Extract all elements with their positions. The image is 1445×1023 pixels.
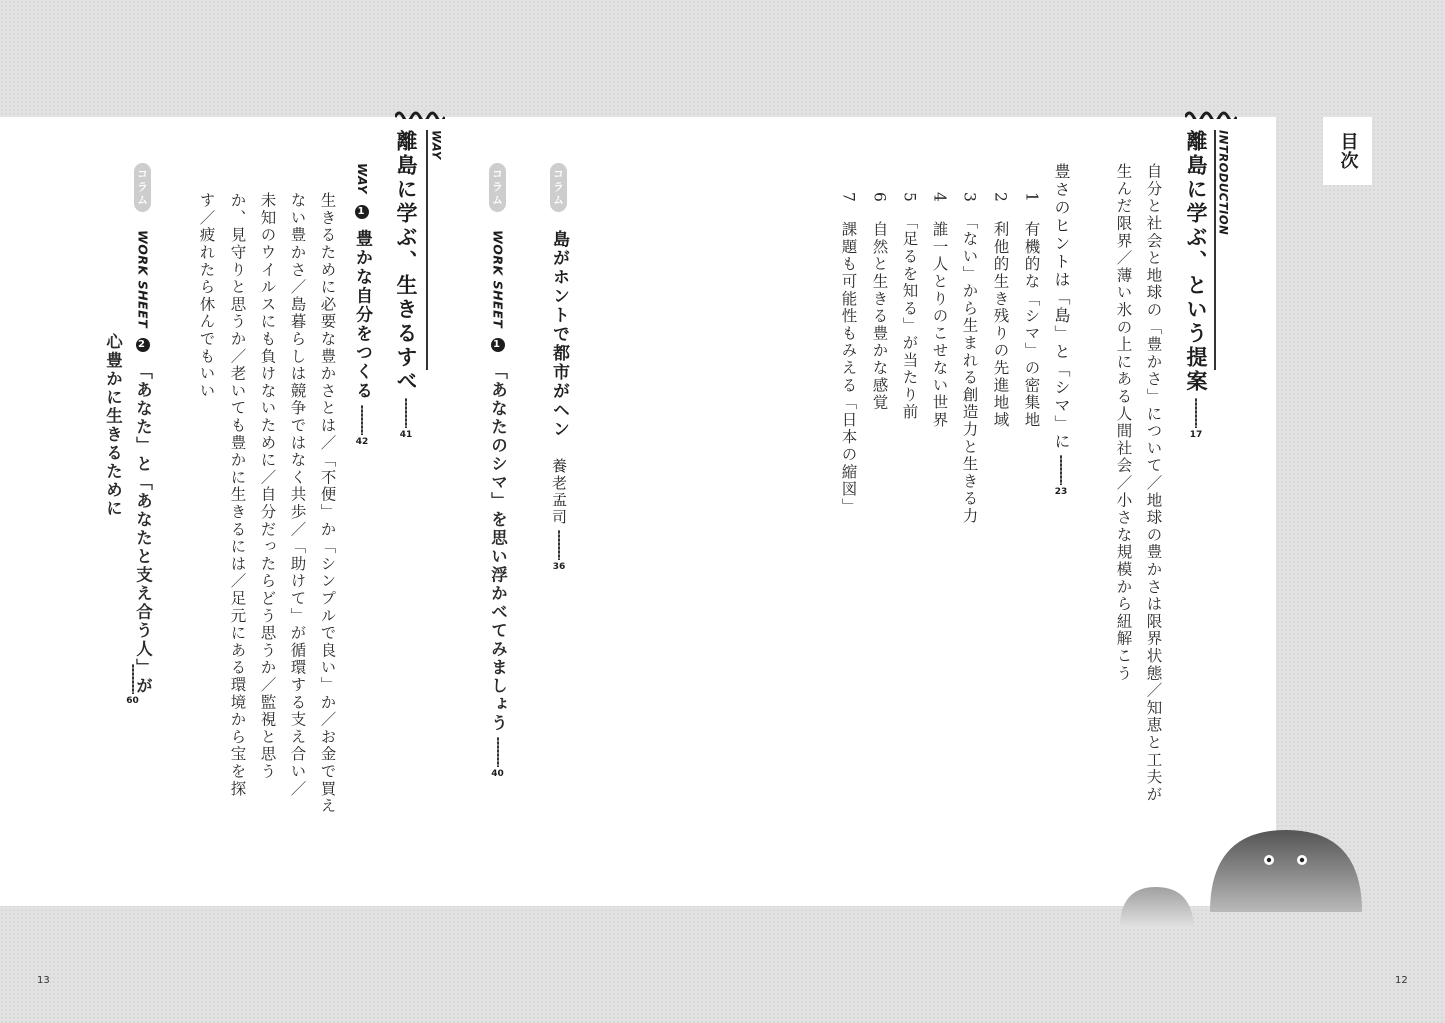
leader-dots bbox=[1195, 398, 1197, 428]
item-text: 「ない」から生まれる創造力と生きる力 bbox=[960, 220, 979, 525]
item-text: 課題も可能性もみえる「日本の縮図」 bbox=[839, 220, 858, 516]
intro-item-5 bbox=[901, 192, 917, 421]
worksheet1-entry bbox=[488, 163, 506, 218]
way-rule bbox=[426, 130, 428, 370]
column1-title bbox=[550, 230, 567, 572]
wave-ornament-right bbox=[1185, 109, 1237, 119]
intro-item-7 bbox=[840, 192, 856, 515]
hint-page: 23 bbox=[1054, 487, 1068, 497]
worksheet2-page-marker bbox=[124, 660, 140, 706]
way1-number-badge: 1 bbox=[355, 205, 369, 219]
worksheet1-title bbox=[489, 230, 506, 779]
worksheet2-title-line-1 bbox=[134, 230, 151, 696]
worksheet2-title-line-2 bbox=[104, 333, 121, 518]
way-line-3: 未知のウイルスにも負けないために／自分だったらどう思うか／監視と思う bbox=[258, 192, 277, 781]
way-line-5: す／疲れたら休んでもいい bbox=[197, 192, 216, 400]
worksheet2-number-badge: 2 bbox=[136, 338, 150, 352]
worksheet2-page: 60 bbox=[126, 696, 139, 706]
way-page: 41 bbox=[399, 430, 413, 440]
item-text: 自然と生きる豊かな感覚 bbox=[870, 220, 889, 412]
item-text: 「足るを知る」が当たり前 bbox=[900, 220, 919, 421]
worksheet1-number-badge: 1 bbox=[491, 338, 505, 352]
column1-entry bbox=[549, 163, 567, 218]
item-number: 7 bbox=[839, 192, 858, 204]
worksheet2-entry bbox=[133, 163, 151, 218]
toc-label: 目次 bbox=[1337, 132, 1359, 170]
worksheet1-label: コラム bbox=[489, 163, 506, 212]
item-text: 有機的な「シマ」の密集地 bbox=[1022, 220, 1041, 429]
toc-badge bbox=[1323, 117, 1372, 185]
item-number: 6 bbox=[870, 192, 889, 204]
leader-dots bbox=[558, 530, 560, 560]
worksheet2-label: コラム bbox=[134, 163, 151, 212]
intro-rule bbox=[1214, 130, 1216, 370]
worksheet1-eng: WORK SHEET bbox=[490, 230, 506, 329]
hint-title-text: 豊さのヒントは「島」と「シマ」に bbox=[1052, 163, 1071, 451]
wave-ornament-left bbox=[395, 109, 445, 119]
intro-page: 17 bbox=[1189, 430, 1203, 440]
intro-item-4 bbox=[931, 192, 947, 429]
worksheet2-line2-text: 心豊かに生きるために bbox=[103, 333, 123, 518]
intro-item-6 bbox=[871, 192, 887, 411]
way1-title-text: 豊かな自分をつくる bbox=[352, 229, 372, 401]
item-text: 利他的生き残りの先進地域 bbox=[991, 220, 1010, 429]
worksheet2-line1-text: 「あなた」と「あなたと支え合う人」が bbox=[133, 362, 153, 696]
intro-eng-label: INTRODUCTION bbox=[1216, 130, 1231, 236]
way-title-text: 離島に学ぶ、生きるすべ bbox=[394, 130, 418, 394]
item-number: 3 bbox=[960, 192, 979, 204]
intro-title bbox=[1185, 130, 1206, 440]
page-number-right: 12 bbox=[1395, 975, 1408, 986]
hint-title bbox=[1053, 163, 1069, 497]
column1-author: 養老孟司 bbox=[550, 458, 568, 526]
intro-title-text: 離島に学ぶ、という提案 bbox=[1184, 130, 1208, 394]
worksheet1-title-text: 「あなたのシマ」を思い浮かべてみましょう bbox=[488, 362, 508, 733]
column1-label: コラム bbox=[550, 163, 567, 212]
way-eng-label: WAY bbox=[429, 130, 444, 160]
leader-dots bbox=[405, 398, 407, 428]
intro-item-2 bbox=[992, 192, 1008, 429]
way1-eng: WAY bbox=[355, 163, 369, 194]
intro-item-1 bbox=[1023, 192, 1039, 429]
leader-dots bbox=[361, 405, 363, 435]
way1-page: 42 bbox=[355, 436, 369, 447]
way-title bbox=[395, 130, 416, 440]
item-number: 2 bbox=[991, 192, 1010, 204]
intro-desc-line-2: 生んだ限界／薄い氷の上にある人間社会／小さな規模から紐解こう bbox=[1114, 163, 1133, 682]
way-line-2: ない豊かさ／島暮らしは競争ではなく共歩／「助けて」が循環する支え合い／ bbox=[288, 192, 307, 798]
content-panel bbox=[0, 117, 1276, 906]
leader-dots bbox=[132, 664, 134, 694]
worksheet2-eng: WORK SHEET bbox=[135, 230, 151, 329]
page-number-left: 13 bbox=[37, 975, 50, 986]
way-line-4: か、見守りと思うか／老いても豊かに生きるには／足元にある環境から宝を探 bbox=[228, 192, 247, 798]
intro-desc-line-1: 自分と社会と地球の「豊かさ」について／地球の豊かさは限界状態／知恵と工夫が bbox=[1144, 163, 1163, 804]
item-number: 4 bbox=[930, 192, 949, 204]
intro-item-3 bbox=[961, 192, 977, 525]
item-number: 1 bbox=[1022, 192, 1041, 204]
column1-title-text: 島がホントで都市がヘン bbox=[549, 230, 569, 439]
column1-page: 36 bbox=[552, 562, 566, 572]
leader-dots bbox=[497, 737, 499, 767]
item-text: 誰一人とりのこせない世界 bbox=[930, 220, 949, 429]
item-number: 5 bbox=[900, 192, 919, 204]
way-line-1: 生きるために必要な豊かさとは／「不便」か「シンプルで良い」か／お金で買え bbox=[318, 192, 337, 815]
blob-mascot-illustration bbox=[1110, 820, 1370, 940]
worksheet1-page: 40 bbox=[491, 768, 504, 779]
leader-dots bbox=[1060, 455, 1062, 485]
way1-title bbox=[353, 163, 370, 447]
